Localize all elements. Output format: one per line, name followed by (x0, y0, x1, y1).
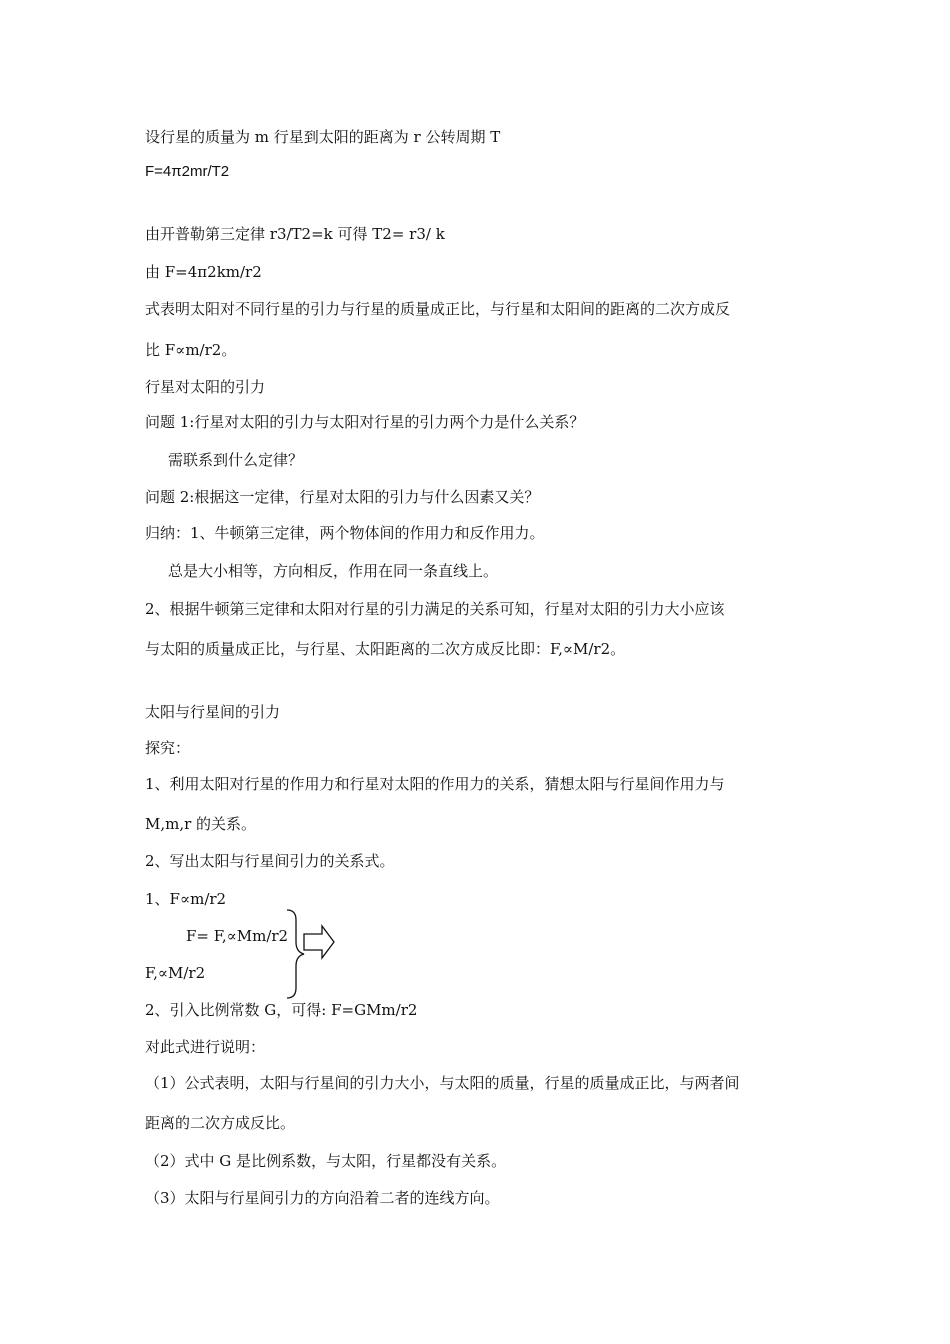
text-line: （2）式中 G 是比例系数，与太阳，行星都没有关系。 (145, 1152, 507, 1170)
text-line: 设行星的质量为 m 行星到太阳的距离为 r 公转周期 T (145, 128, 501, 146)
text-line: 距离的二次方成反比。 (145, 1114, 296, 1132)
text-line: 总是大小相等，方向相反，作用在同一条直线上。 (168, 562, 499, 580)
question-line: 问题 2:根据这一定律，行星对太阳的引力与什么因素又关？ (145, 488, 540, 506)
text-line: M,m,r 的关系。 (145, 815, 257, 833)
text-line: 由 F=4π2km/r2 (145, 263, 262, 281)
text-line: 2、写出太阳与行星间引力的关系式。 (145, 852, 395, 870)
formula-line: 2、引入比例常数 G，可得: F=GMm/r2 (145, 1001, 418, 1019)
text-line: 1、利用太阳对行星的作用力和行星对太阳的作用力的关系，猜想太阳与行星间作用力与 (145, 775, 725, 793)
text-line: 2、根据牛顿第三定律和太阳对行星的引力满足的关系可知，行星对太阳的引力大小应该 (145, 600, 725, 618)
brace-arrow-icon (282, 908, 342, 1000)
text-line: 与太阳的质量成正比，与行星、太阳距离的二次方成反比即：F,∝M/r2。 (145, 640, 626, 658)
text-line: 式表明太阳对不同行星的引力与行星的质量成正比，与行星和太阳间的距离的二次方成反 (145, 300, 731, 318)
text-line: （1）公式表明，太阳与行星间的引力大小，与太阳的质量，行星的质量成正比，与两者间 (145, 1074, 740, 1092)
text-line: （3）太阳与行星间引力的方向沿着二者的连线方向。 (145, 1189, 500, 1207)
formula-line: 1、F∝m/r2 (145, 890, 227, 908)
text-line: 探究： (145, 739, 191, 757)
text-line: 需联系到什么定律？ (168, 451, 304, 469)
section-heading: 行星对太阳的引力 (145, 378, 266, 396)
formula-line: F=4π2mr/T2 (145, 163, 230, 180)
question-line: 问题 1:行星对太阳的引力与太阳对行星的引力两个力是什么关系？ (145, 413, 585, 431)
formula-line: F,∝M/r2 (145, 964, 206, 982)
text-line: 对此式进行说明： (145, 1038, 266, 1056)
text-line: 由开普勒第三定律 r3/T2=k 可得 T2= r3/ k (145, 225, 445, 243)
section-heading: 太阳与行星间的引力 (145, 703, 281, 721)
text-line: 比 F∝m/r2。 (145, 341, 237, 359)
formula-line: F= F,∝Mm/r2 (186, 927, 289, 945)
text-line: 归纳：1、牛顿第三定律，两个物体间的作用力和反作用力。 (145, 524, 545, 542)
